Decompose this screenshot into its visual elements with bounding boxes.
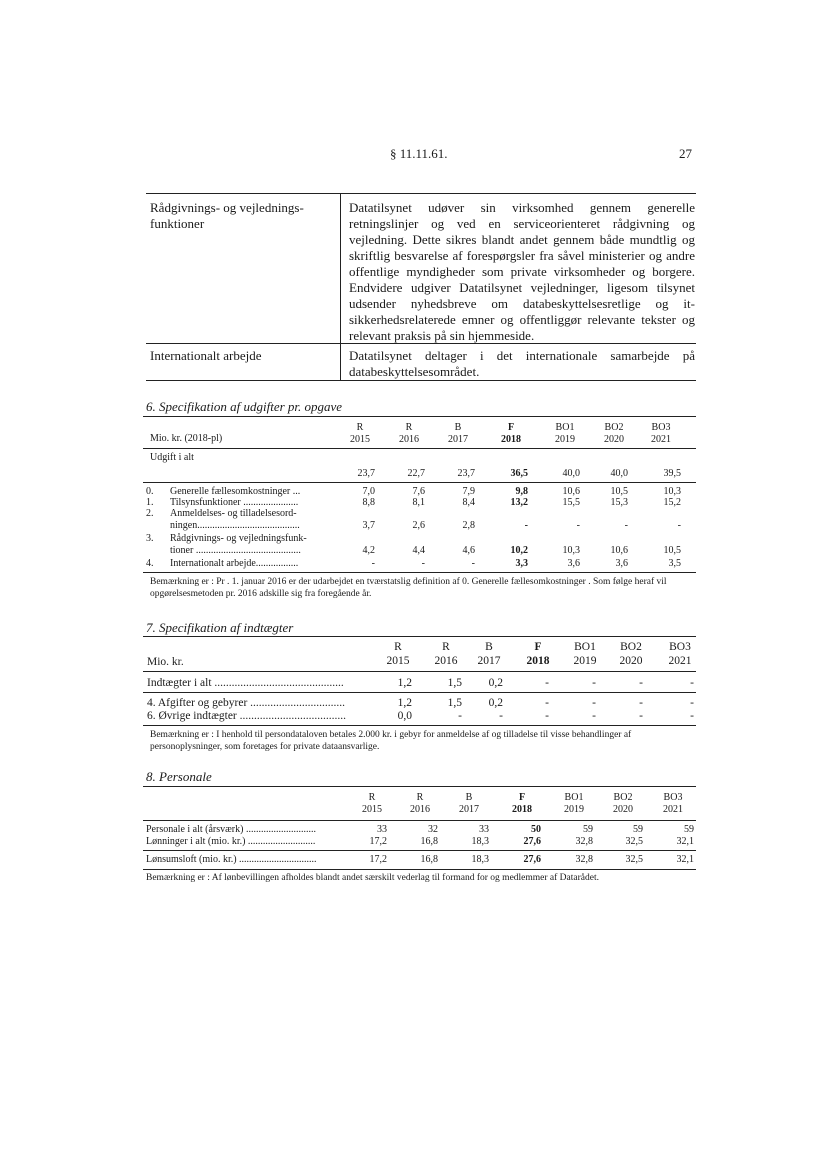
s8-col-year: 2015 — [362, 804, 382, 815]
s6-value: - — [624, 520, 628, 531]
s8-value: 32 — [428, 824, 438, 835]
s7-col-year: 2015 — [386, 655, 410, 667]
s8-value: 17,2 — [369, 836, 387, 847]
s7-value: 0,2 — [488, 677, 503, 689]
s7-value: - — [639, 697, 643, 709]
s8-value: 32,1 — [676, 854, 694, 865]
functions-table-bottom-rule — [146, 380, 696, 381]
s6-value: 2,8 — [462, 520, 475, 531]
s6-row-label: Rådgivnings- og vejledningsfunk- — [170, 533, 307, 544]
section7-unit-label: Mio. kr. — [147, 656, 184, 668]
s8-value: 18,3 — [471, 836, 489, 847]
functions-row-label-international: Internationalt arbejde — [150, 348, 262, 363]
s7-total-label: Indtægter i alt ............................................. — [147, 677, 344, 689]
functions-row-text-international: Datatilsynet deltager i det internationale samarbejde på databeskyttelsesområdet. — [349, 348, 695, 379]
s8-value: 32,5 — [625, 854, 643, 865]
s8-col-year: 2016 — [410, 804, 430, 815]
s6-row-number: 1. — [146, 497, 154, 508]
functions-table-divider — [340, 193, 341, 380]
s6-row-label: Internationalt arbejde................. — [170, 558, 299, 569]
s8-value: 59 — [633, 824, 643, 835]
s6-value: - — [371, 558, 375, 569]
s6-value: 10,2 — [510, 545, 528, 556]
s8-row-label: Personale i alt (årsværk) ............................ — [146, 824, 316, 835]
section7-bottom-rule — [143, 725, 696, 726]
s6-row-number: 4. — [146, 558, 154, 569]
s8-col-type: R — [368, 792, 376, 803]
s6-value: 15,3 — [610, 497, 628, 508]
section-reference: § 11.11.61. — [390, 146, 448, 161]
s6-value: 23,7 — [357, 468, 375, 479]
s6-value: 10,6 — [562, 486, 580, 497]
s6-value: 36,5 — [510, 468, 528, 479]
section6-total-rule — [143, 482, 696, 483]
s7-value: - — [639, 677, 643, 689]
s6-value: 23,7 — [457, 468, 475, 479]
s6-col-type: BO3 — [651, 422, 671, 433]
s7-col-type: BO1 — [574, 641, 596, 653]
s8-col-year: 2020 — [613, 804, 633, 815]
s7-value: - — [690, 710, 694, 722]
s6-value: 22,7 — [407, 468, 425, 479]
s7-value: - — [458, 710, 462, 722]
s7-value: - — [690, 697, 694, 709]
s6-value: - — [421, 558, 425, 569]
s6-value: 10,3 — [663, 486, 681, 497]
s8-col-type: BO2 — [613, 792, 633, 803]
s6-value: 3,6 — [567, 558, 580, 569]
s8-col-year: 2019 — [564, 804, 584, 815]
s7-col-type: R — [394, 641, 402, 653]
section8-header-rule — [143, 820, 696, 821]
s6-row-label: Generelle fællesomkostninger ... — [170, 486, 301, 497]
s6-value: 2,6 — [412, 520, 425, 531]
section8-title: 8. Personale — [146, 769, 212, 784]
section6-unit-label: Mio. kr. (2018-pl) — [150, 433, 223, 444]
s6-value: 10,5 — [663, 545, 681, 556]
s7-value: 1,2 — [397, 677, 412, 689]
s6-col-year: 2020 — [604, 434, 624, 445]
s6-col-type: BO1 — [555, 422, 575, 433]
s6-value: - — [677, 520, 681, 531]
s6-col-year: 2017 — [448, 434, 468, 445]
s7-value: - — [690, 677, 694, 689]
s6-row-label-cont: ningen......................................... — [170, 520, 300, 531]
section8-note: Bemærkning er : Af lønbevillingen afholdes blandt andet særskilt vederlag til formand for og medlemmer af Datarådet. — [146, 873, 599, 883]
s6-value: - — [524, 520, 528, 531]
s8-value: 32,8 — [575, 836, 593, 847]
functions-table-mid-rule — [146, 343, 696, 344]
page-number: 27 — [679, 146, 692, 161]
section7-note: Bemærkning er : I henhold til persondataloven betales 2.000 kr. i gebyr for anmeldelse af og tilladelse til visse behandlinger af personoplysninger, som foretages for private dataansvarlige. — [150, 730, 632, 752]
s7-value: 0,0 — [397, 710, 412, 722]
s6-col-type: R — [356, 422, 364, 433]
s6-row-number: 3. — [146, 533, 154, 544]
s6-value: 9,8 — [515, 486, 528, 497]
s6-row-label: Tilsynsfunktioner ...................... — [170, 497, 299, 508]
s6-value: 8,4 — [462, 497, 475, 508]
section7-top-rule — [143, 636, 696, 637]
s7-col-type: R — [442, 641, 450, 653]
s6-row-number: 0. — [146, 486, 154, 497]
s7-value: - — [592, 710, 596, 722]
s8-value: 50 — [531, 824, 541, 835]
s6-row-number: 2. — [146, 508, 154, 519]
s7-value: 0,2 — [488, 697, 503, 709]
section7-total-rule — [143, 692, 696, 693]
s6-value: - — [576, 520, 580, 531]
s8-value: 59 — [583, 824, 593, 835]
section6-top-rule — [143, 416, 696, 417]
s6-row-label-cont: tioner .......................................... — [170, 545, 301, 556]
s7-col-type: BO2 — [620, 641, 642, 653]
s8-value: 16,8 — [420, 836, 438, 847]
s7-col-year: 2019 — [573, 655, 597, 667]
functions-row-label-advisory: Rådgivnings- og vejlednings- funktioner — [150, 200, 304, 231]
s7-col-type: BO3 — [669, 641, 691, 653]
s8-value: 17,2 — [369, 854, 387, 865]
s8-value: 33 — [479, 824, 489, 835]
s7-col-type: B — [485, 641, 493, 653]
s8-value: 33 — [377, 824, 387, 835]
s6-col-year: 2016 — [399, 434, 419, 445]
section7-header-rule — [143, 671, 696, 672]
section8-top-rule — [143, 786, 696, 787]
s6-value: 8,1 — [412, 497, 425, 508]
s8-value: 32,5 — [625, 836, 643, 847]
s6-value: 4,6 — [462, 545, 475, 556]
s7-value: 1,5 — [447, 677, 462, 689]
s6-value: 39,5 — [663, 468, 681, 479]
s8-value: 16,8 — [420, 854, 438, 865]
s7-value: 1,2 — [397, 697, 412, 709]
s6-col-year: 2015 — [350, 434, 370, 445]
s6-col-type: B — [454, 422, 462, 433]
section6-note: Bemærkning er : Pr . 1. januar 2016 er der udarbejdet en tværstatslig definition af 0. Generelle fællesomkostninger . Som følge heraf vil opgørelsesmetoden pr. 2016 adskille sig fra foregående år. — [150, 577, 667, 599]
s6-value: 10,5 — [610, 486, 628, 497]
s6-value: 10,6 — [610, 545, 628, 556]
s7-value: - — [499, 710, 503, 722]
s6-value: 15,5 — [562, 497, 580, 508]
section6-bottom-rule — [143, 572, 696, 573]
s7-col-year: 2018 — [526, 655, 550, 667]
s6-value: 40,0 — [610, 468, 628, 479]
s7-col-type: F — [534, 641, 542, 653]
s6-value: 7,6 — [412, 486, 425, 497]
section8-mid-rule — [143, 850, 696, 851]
s6-value: 8,8 — [362, 497, 375, 508]
s8-value: 32,1 — [676, 836, 694, 847]
s8-value: 18,3 — [471, 854, 489, 865]
s6-col-type: F — [507, 422, 515, 433]
s6-value: - — [471, 558, 475, 569]
s6-value: 40,0 — [562, 468, 580, 479]
section6-title: 6. Specifikation af udgifter pr. opgave — [146, 399, 343, 414]
s8-value: 59 — [684, 824, 694, 835]
s6-col-year: 2019 — [555, 434, 575, 445]
s7-row-label: 6. Øvrige indtægter ..................................... — [147, 710, 346, 722]
s6-col-type: R — [405, 422, 413, 433]
s8-row-label: Lønninger i alt (mio. kr.) ........................... — [146, 836, 316, 847]
section6-header-rule — [143, 448, 696, 449]
s8-col-type: BO1 — [564, 792, 584, 803]
s6-value: 3,3 — [515, 558, 528, 569]
s6-value: 3,6 — [615, 558, 628, 569]
s6-value: 3,7 — [362, 520, 375, 531]
s7-col-year: 2021 — [668, 655, 692, 667]
s8-col-year: 2017 — [459, 804, 479, 815]
s8-col-type: F — [518, 792, 526, 803]
functions-row-text-advisory: Datatilsynet udøver sin virksomhed gennem generelle retningslinjer og ved en serviceorienteret rådgivning og vejledning. Dette sikres blandt andet gennem både mundtlig og skriftlig besvarelse af forespørgsler fra såvel ministerier og andre offentlige myndigheder som private virksomheder og borgere. Endvidere udgiver Datatilsynet vejledninger, ligesom tilsynet udsender nyhedsbreve om databeskyttelsesretlige og it-sikkerhedsrelaterede emner og offentliggør relevante tekster og relevant praksis på sin hjemmeside. — [349, 200, 695, 343]
s8-col-year: 2021 — [663, 804, 683, 815]
s8-col-type: R — [416, 792, 424, 803]
s6-col-type: BO2 — [604, 422, 624, 433]
s7-col-year: 2016 — [434, 655, 458, 667]
functions-table-top-rule — [146, 193, 696, 194]
s8-value: 27,6 — [523, 854, 541, 865]
s8-col-year: 2018 — [512, 804, 532, 815]
s8-value: 27,6 — [523, 836, 541, 847]
s7-row-label: 4. Afgifter og gebyrer ................................. — [147, 697, 346, 709]
s6-value: 4,2 — [362, 545, 375, 556]
s7-value: - — [592, 677, 596, 689]
s7-col-year: 2017 — [477, 655, 501, 667]
s7-col-year: 2020 — [619, 655, 643, 667]
s6-row-label: Anmeldelses- og tilladelsesord- — [170, 508, 297, 519]
s7-value: - — [545, 677, 549, 689]
s6-col-year: 2018 — [501, 434, 521, 445]
s8-value: 32,8 — [575, 854, 593, 865]
s6-value: 3,5 — [668, 558, 681, 569]
s6-value: 13,2 — [510, 497, 528, 508]
s8-col-type: B — [465, 792, 473, 803]
s8-col-type: BO3 — [663, 792, 683, 803]
section8-bottom-rule — [143, 869, 696, 870]
s7-value: - — [545, 710, 549, 722]
section7-title: 7. Specifikation af indtægter — [146, 620, 294, 635]
s7-value: 1,5 — [447, 697, 462, 709]
s6-value: 7,0 — [362, 486, 375, 497]
s6-value: 4,4 — [412, 545, 425, 556]
s6-value: 15,2 — [663, 497, 681, 508]
s7-value: - — [592, 697, 596, 709]
s6-col-year: 2021 — [651, 434, 671, 445]
s7-value: - — [545, 697, 549, 709]
s8-loft-label: Lønsumsloft (mio. kr.) ............................... — [146, 854, 317, 865]
s6-value: 10,3 — [562, 545, 580, 556]
s7-value: - — [639, 710, 643, 722]
s6-total-label: Udgift i alt — [150, 452, 194, 463]
s6-value: 7,9 — [462, 486, 475, 497]
